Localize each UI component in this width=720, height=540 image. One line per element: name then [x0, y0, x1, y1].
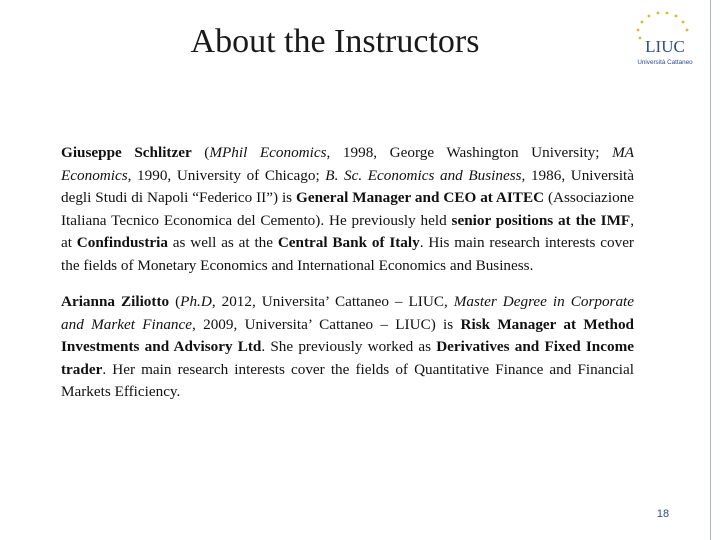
- logo-name: LIUC: [645, 37, 685, 56]
- slide-title: About the Instructors: [190, 23, 480, 60]
- page-number: 18: [656, 508, 670, 520]
- right-border-line: [710, 0, 711, 540]
- bio-giuseppe-schlitzer: Giuseppe Schlitzer (MPhil Economics, 1998, George Washington University; MA Economics, 1990, University of Chicago; B. Sc. Economics and Business, 1986, Università degli Studi di Napoli “Federico II”) is General Manager and CEO at AITEC (Associazione Italiana Tecnico Economica del Cemento). He previously held senior positions at the IMF, at Confindustria as well as at the Central Bank of Italy. His main research interests cover the fields of Monetary Economics and International Economics and Business.: [61, 144, 635, 274]
- liuc-logo: [628, 8, 700, 70]
- logo-subtitle: Università Cattaneo: [637, 59, 693, 66]
- instructor-bios: [61, 142, 634, 404]
- logo-stars-icon: [637, 12, 689, 40]
- bio-arianna-ziliotto: Arianna Ziliotto (Ph.D, 2012, Universita’ Cattaneo – LIUC, Master Degree in Corporate and Market Finance, 2009, Universita’ Cattaneo – LIUC) is Risk Manager at Method Investments and Advisory Ltd. She previously worked as Derivatives and Fixed Income trader. Her main research interests cover the fields of Quantitative Finance and Financial Markets Efficiency.: [61, 293, 635, 400]
